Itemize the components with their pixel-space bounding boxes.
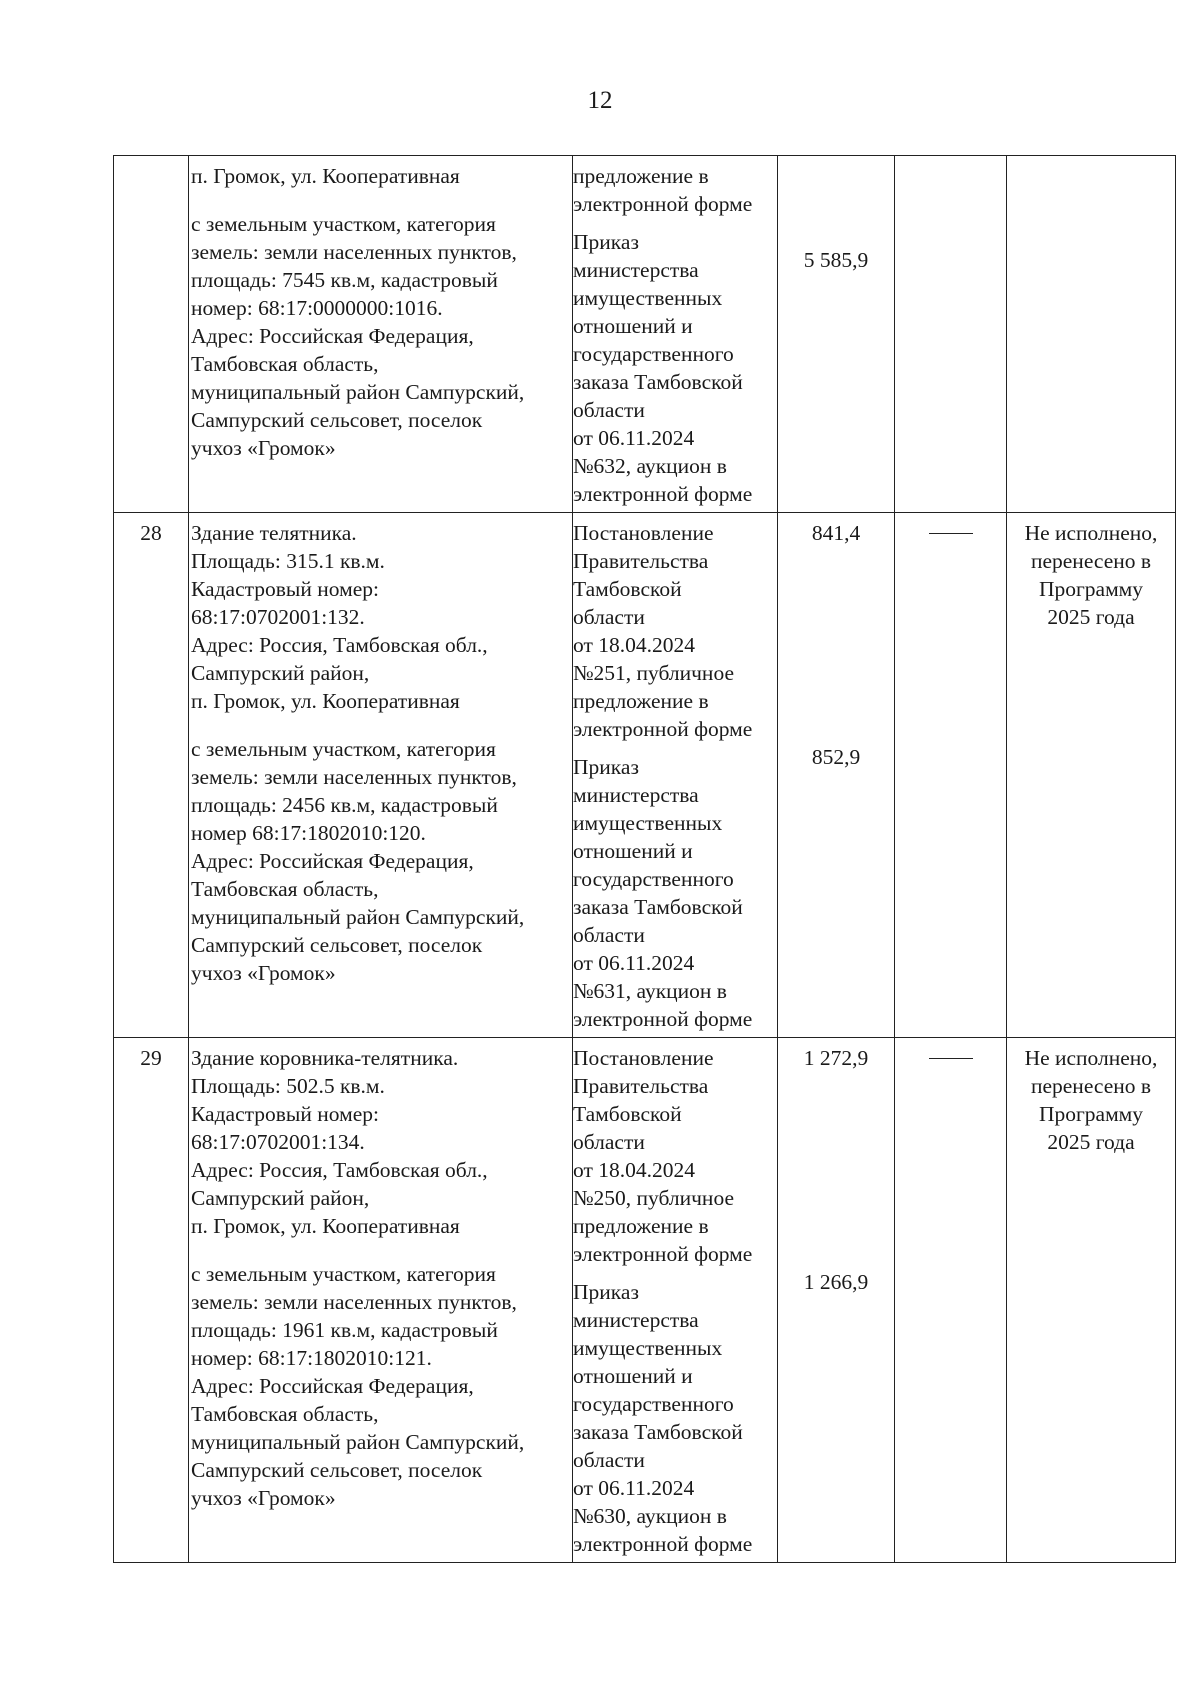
land-basis-line: заказа Тамбовской xyxy=(573,370,743,394)
land-basis-line: от 06.11.2024 xyxy=(573,951,695,975)
row-number xyxy=(114,156,189,513)
land-description-line: Адрес: Российская Федерация, xyxy=(191,1374,474,1398)
land-basis-line: отношений и xyxy=(573,314,693,338)
land-basis-line: государственного xyxy=(573,1392,734,1416)
object-description xyxy=(189,156,573,513)
land-price: 1 266,9 xyxy=(803,1270,869,1294)
land-description-line: муниципальный район Сампурский, xyxy=(191,905,525,929)
basis-line: Постановление xyxy=(573,1046,714,1070)
status-line: Программу xyxy=(1038,577,1144,601)
basis-line: Постановление xyxy=(573,521,714,545)
description-line: Сампурский район, xyxy=(191,1186,370,1210)
status-cell xyxy=(1007,1038,1176,1563)
basis-line: №250, публичное xyxy=(573,1186,734,1210)
land-description-line: площадь: 1961 кв.м, кадастровый xyxy=(191,1318,498,1342)
basis-line: электронной форме xyxy=(573,192,753,216)
status-line: Не исполнено, xyxy=(1024,1046,1158,1070)
basis-line: Правительства xyxy=(573,1074,709,1098)
land-description-line: земель: земли населенных пунктов, xyxy=(191,1290,517,1314)
land-description-line: учхоз «Громок» xyxy=(191,1486,336,1510)
land-basis-line: Приказ xyxy=(573,755,639,779)
description-line: Адрес: Россия, Тамбовская обл., xyxy=(191,1158,488,1182)
land-price: 852,9 xyxy=(811,745,861,769)
land-description-line: учхоз «Громок» xyxy=(191,436,336,460)
row-number: 29 xyxy=(114,1038,189,1563)
description-line: Кадастровый номер: xyxy=(191,577,379,601)
land-description-line: номер 68:17:1802010:120. xyxy=(191,821,426,845)
status-line: Программу xyxy=(1038,1102,1144,1126)
description-line: Площадь: 502.5 кв.м. xyxy=(191,1074,385,1098)
land-description-line: Тамбовская область, xyxy=(191,1402,379,1426)
price-cell xyxy=(778,156,895,513)
land-description-line: Тамбовская область, xyxy=(191,877,379,901)
sale-basis xyxy=(573,513,778,1038)
status-line: 2025 года xyxy=(1047,605,1135,629)
sale-date-cell xyxy=(895,1038,1007,1563)
basis-line: области xyxy=(573,1130,645,1154)
land-description-line: с земельным участком, категория xyxy=(191,212,496,236)
land-basis-line: заказа Тамбовской xyxy=(573,895,743,919)
building-price xyxy=(778,156,894,184)
basis-line: от 18.04.2024 xyxy=(573,1158,695,1182)
land-description-line: земель: земли населенных пунктов, xyxy=(191,765,517,789)
basis-line: электронной форме xyxy=(573,1242,753,1266)
basis-line: предложение в xyxy=(573,689,709,713)
status-cell xyxy=(1007,156,1176,513)
sale-basis xyxy=(573,1038,778,1563)
description-line: п. Громок, ул. Кооперативная xyxy=(191,164,460,188)
land-basis-line: области xyxy=(573,923,645,947)
status-cell xyxy=(1007,513,1176,1038)
land-description-line: площадь: 2456 кв.м, кадастровый xyxy=(191,793,498,817)
land-basis-line: №631, аукцион в xyxy=(573,979,727,1003)
basis-line: предложение в xyxy=(573,164,709,188)
description-line: Здание коровника-телятника. xyxy=(191,1046,459,1070)
land-description-line: учхоз «Громок» xyxy=(191,961,336,985)
description-line: 68:17:0702001:132. xyxy=(191,605,365,629)
land-basis-line: имущественных xyxy=(573,1336,723,1360)
land-description-line: муниципальный район Сампурский, xyxy=(191,1430,525,1454)
property-table xyxy=(113,155,1176,1563)
land-basis-line: Приказ xyxy=(573,1280,639,1304)
empty-dash xyxy=(929,533,973,534)
status-line: Не исполнено, xyxy=(1024,521,1158,545)
basis-line: электронной форме xyxy=(573,717,753,741)
description-line: Сампурский район, xyxy=(191,661,370,685)
land-description-line: с земельным участком, категория xyxy=(191,737,496,761)
status-line: 2025 года xyxy=(1047,1130,1135,1154)
land-basis-line: Приказ xyxy=(573,230,639,254)
status-line: перенесено в xyxy=(1030,549,1152,573)
land-basis-line: министерства xyxy=(573,783,699,807)
description-line: Площадь: 315.1 кв.м. xyxy=(191,549,385,573)
sale-date-cell xyxy=(895,156,1007,513)
land-description-line: номер: 68:17:0000000:1016. xyxy=(191,296,443,320)
description-line: 68:17:0702001:134. xyxy=(191,1130,365,1154)
basis-line: Тамбовской xyxy=(573,577,682,601)
land-basis-line: государственного xyxy=(573,867,734,891)
land-description-line: площадь: 7545 кв.м, кадастровый xyxy=(191,268,498,292)
page-number: 12 xyxy=(587,87,613,114)
land-description-line: Тамбовская область, xyxy=(191,352,379,376)
basis-line: области xyxy=(573,605,645,629)
land-basis-line: отношений и xyxy=(573,1364,693,1388)
description-line: Адрес: Россия, Тамбовская обл., xyxy=(191,633,488,657)
land-basis-line: электронной форме xyxy=(573,482,753,506)
land-basis-line: министерства xyxy=(573,1308,699,1332)
basis-line: от 18.04.2024 xyxy=(573,633,695,657)
land-basis-line: области xyxy=(573,1448,645,1472)
basis-line: Тамбовской xyxy=(573,1102,682,1126)
land-description-line: Сампурский сельсовет, поселок xyxy=(191,1458,483,1482)
land-basis-line: от 06.11.2024 xyxy=(573,1476,695,1500)
land-basis-line: имущественных xyxy=(573,286,723,310)
building-price: 841,4 xyxy=(811,521,861,545)
table-row xyxy=(114,156,1176,513)
land-basis-line: заказа Тамбовской xyxy=(573,1420,743,1444)
land-basis-line: электронной форме xyxy=(573,1532,753,1556)
land-description-line: земель: земли населенных пунктов, xyxy=(191,240,517,264)
status-line: перенесено в xyxy=(1030,1074,1152,1098)
table-row xyxy=(114,1038,1176,1563)
description-line: п. Громок, ул. Кооперативная xyxy=(191,689,460,713)
land-description-line: с земельным участком, категория xyxy=(191,1262,496,1286)
price-cell xyxy=(778,1038,895,1563)
land-description-line: Адрес: Российская Федерация, xyxy=(191,324,474,348)
object-description xyxy=(189,1038,573,1563)
land-basis-line: электронной форме xyxy=(573,1007,753,1031)
land-basis-line: имущественных xyxy=(573,811,723,835)
price-cell xyxy=(778,513,895,1038)
land-basis-line: №630, аукцион в xyxy=(573,1504,727,1528)
description-line: Кадастровый номер: xyxy=(191,1102,379,1126)
land-description-line: Сампурский сельсовет, поселок xyxy=(191,933,483,957)
description-line: Здание телятника. xyxy=(191,521,357,545)
land-basis-line: от 06.11.2024 xyxy=(573,426,695,450)
land-description-line: муниципальный район Сампурский, xyxy=(191,380,525,404)
land-price: 5 585,9 xyxy=(803,248,869,272)
empty-dash xyxy=(929,1058,973,1059)
land-basis-line: №632, аукцион в xyxy=(573,454,727,478)
land-description-line: номер: 68:17:1802010:121. xyxy=(191,1346,432,1370)
land-basis-line: области xyxy=(573,398,645,422)
land-basis-line: отношений и xyxy=(573,839,693,863)
table-body xyxy=(114,156,1176,1563)
basis-line: предложение в xyxy=(573,1214,709,1238)
land-basis-line: министерства xyxy=(573,258,699,282)
sale-basis xyxy=(573,156,778,513)
land-description-line: Адрес: Российская Федерация, xyxy=(191,849,474,873)
building-price: 1 272,9 xyxy=(803,1046,869,1070)
object-description xyxy=(189,513,573,1038)
table-row xyxy=(114,513,1176,1038)
sale-date-cell xyxy=(895,513,1007,1038)
row-number: 28 xyxy=(114,513,189,1038)
land-description-line: Сампурский сельсовет, поселок xyxy=(191,408,483,432)
basis-line: Правительства xyxy=(573,549,709,573)
basis-line: №251, публичное xyxy=(573,661,734,685)
land-basis-line: государственного xyxy=(573,342,734,366)
description-line: п. Громок, ул. Кооперативная xyxy=(191,1214,460,1238)
